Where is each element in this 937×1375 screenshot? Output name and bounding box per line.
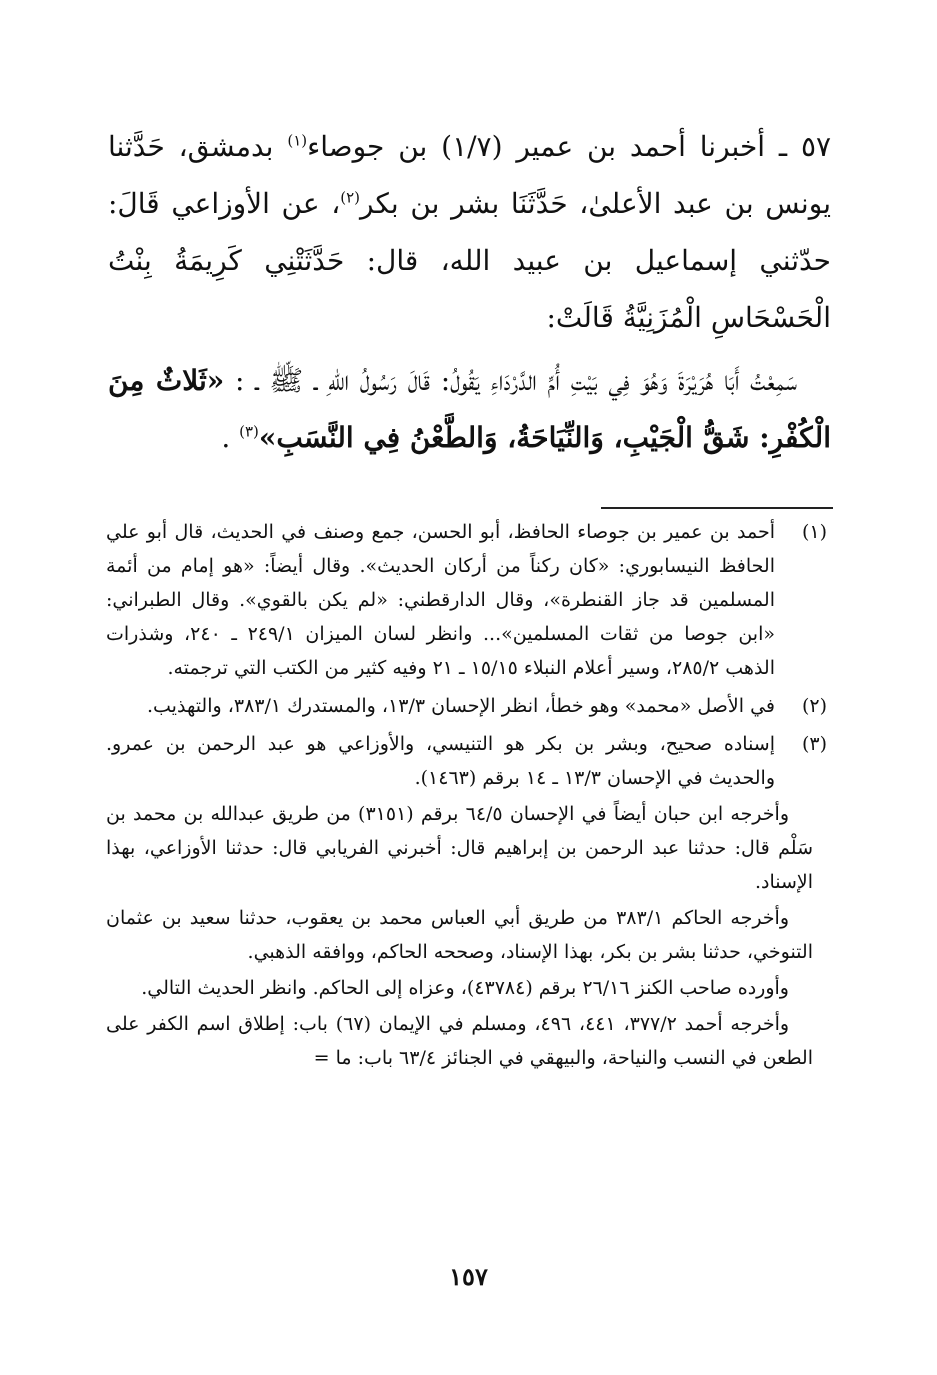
footnote-2 bbox=[106, 689, 827, 723]
footnote-text: وأخرجه أحمد ٣٧٧/٢، ٤٤١، ٤٩٦، ومسلم في الإيمان (٦٧) باب: إطلاق اسم الكفر على الطعن في النسب والنياحة، والبيهقي في الجنائز ٦٣/٤ باب: ما = bbox=[106, 1013, 813, 1069]
footnote-marker-2: (٢) bbox=[340, 188, 361, 207]
isnad-paragraph bbox=[108, 118, 831, 346]
narration-text: ٥٧ ـ أخبرنا أحمد بن عمير (١/٧) بن جوصاء bbox=[307, 130, 832, 163]
footnote-number: (٢) bbox=[801, 695, 827, 717]
footnote-text: وأورده صاحب الكنز ٢٦/١٦ برقم (٤٣٧٨٤)، وعزاه إلى الحاكم. وانظر الحديث التالي. bbox=[141, 977, 789, 999]
footnote-number: (١) bbox=[801, 521, 827, 543]
footnotes-section bbox=[106, 515, 827, 1075]
footnote-text: وأخرجه الحاكم ٣٨٣/١ من طريق أبي العباس محمد بن يعقوب، حدثنا سعيد بن عثمان التنوخي، حدثنا بشر بن بكر، بهذا الإسناد، وصححه الحاكم، ووافقه الذهبي. bbox=[106, 907, 813, 963]
footnote-3 bbox=[106, 727, 827, 1075]
narration-text-b: بدمشق، حَدَّثنا يونس بن عبد الأعلىٰ، حَدَّثَنَا بشر بن بكر bbox=[108, 130, 831, 220]
quote-intro: سَمِعْتُ أَبَا هُرَيْرَةَ وَهُوَ فِي بَيْتِ أُمِّ الدَّرْدَاءِ يَقُولُ: قَالَ رَسُولُ اللهِ ـ ﷺ ـ : bbox=[224, 364, 797, 397]
footnote-1 bbox=[106, 515, 827, 685]
footnote-body bbox=[106, 727, 813, 1075]
footnote-text: إسناده صحيح، وبشر بن بكر هو التنيسي، والأوزاعي هو عبد الرحمن بن عمرو. والحديث في الإحسان ١٣/٣ ـ ١٤ برقم (١٤٦٣). bbox=[106, 733, 775, 789]
footnote-text: في الأصل «محمد» وهو خطأ، انظر الإحسان ١٣/٣، والمستدرك ٣٨٣/١، والتهذيب. bbox=[146, 695, 775, 717]
footnote-marker-3: (٣) bbox=[239, 422, 259, 441]
main-text bbox=[108, 118, 831, 466]
narration-text-c: ، عن الأوزاعي قَالَ: حدّثني إسماعيل بن عبيد الله، قال: حَدَّثَتْنِي كَرِيمَةُ بِنْتُ الْحَسْحَاسِ الْمُزَنِيَّةُ قَالَتْ: bbox=[108, 187, 831, 334]
footnote-body bbox=[106, 515, 775, 685]
footnote-text: أحمد بن عمير بن جوصاء الحافظ، أبو الحسن، جمع وصنف في الحديث، قال أبو علي الحافظ النيسابوري: «كان ركناً من أركان الحديث». وقال أيضاً: «هو إمام من أئمة المسلمين قد جاز القنطرة»، وقال الدارقطني: «لم يكن بالقوي». وقال الطبراني: «ابن جوصا من ثقات المسلمين»... وانظر لسان الميزان ٢٤٩/١ ـ ٢٤٠، وشذرات الذهب ٢٨٥/٢، وسير أعلام النبلاء ١٥/١٥ ـ ٢١ وفيه كثير من الكتب التي ترجمته. bbox=[106, 521, 775, 679]
footnote-text: وأخرجه ابن حبان أيضاً في الإحسان ٦٤/٥ برقم (٣١٥١) من طريق عبدالله بن محمد بن سَلْم قال: حدثنا عبد الرحمن بن إبراهيم قال: أخبرني الفريابي قال: حدثنا الأوزاعي، بهذا الإسناد. bbox=[106, 803, 813, 893]
hadith-paragraph bbox=[108, 352, 831, 466]
footnote-number: (٣) bbox=[801, 733, 827, 755]
end-dot: . bbox=[221, 421, 240, 454]
footnote-body bbox=[106, 689, 775, 723]
footnote-separator bbox=[601, 507, 833, 509]
hadith-text: «ثَلاثٌ مِنَ الْكُفْرِ: شَقُّ الْجَيْبِ، وَالنِّيَاحَةُ، وَالطَّعْنُ فِي النَّسَبِ» bbox=[108, 364, 831, 454]
page-number: ١٥٧ bbox=[449, 1262, 488, 1291]
footnote-marker-1: (١) bbox=[287, 131, 308, 150]
